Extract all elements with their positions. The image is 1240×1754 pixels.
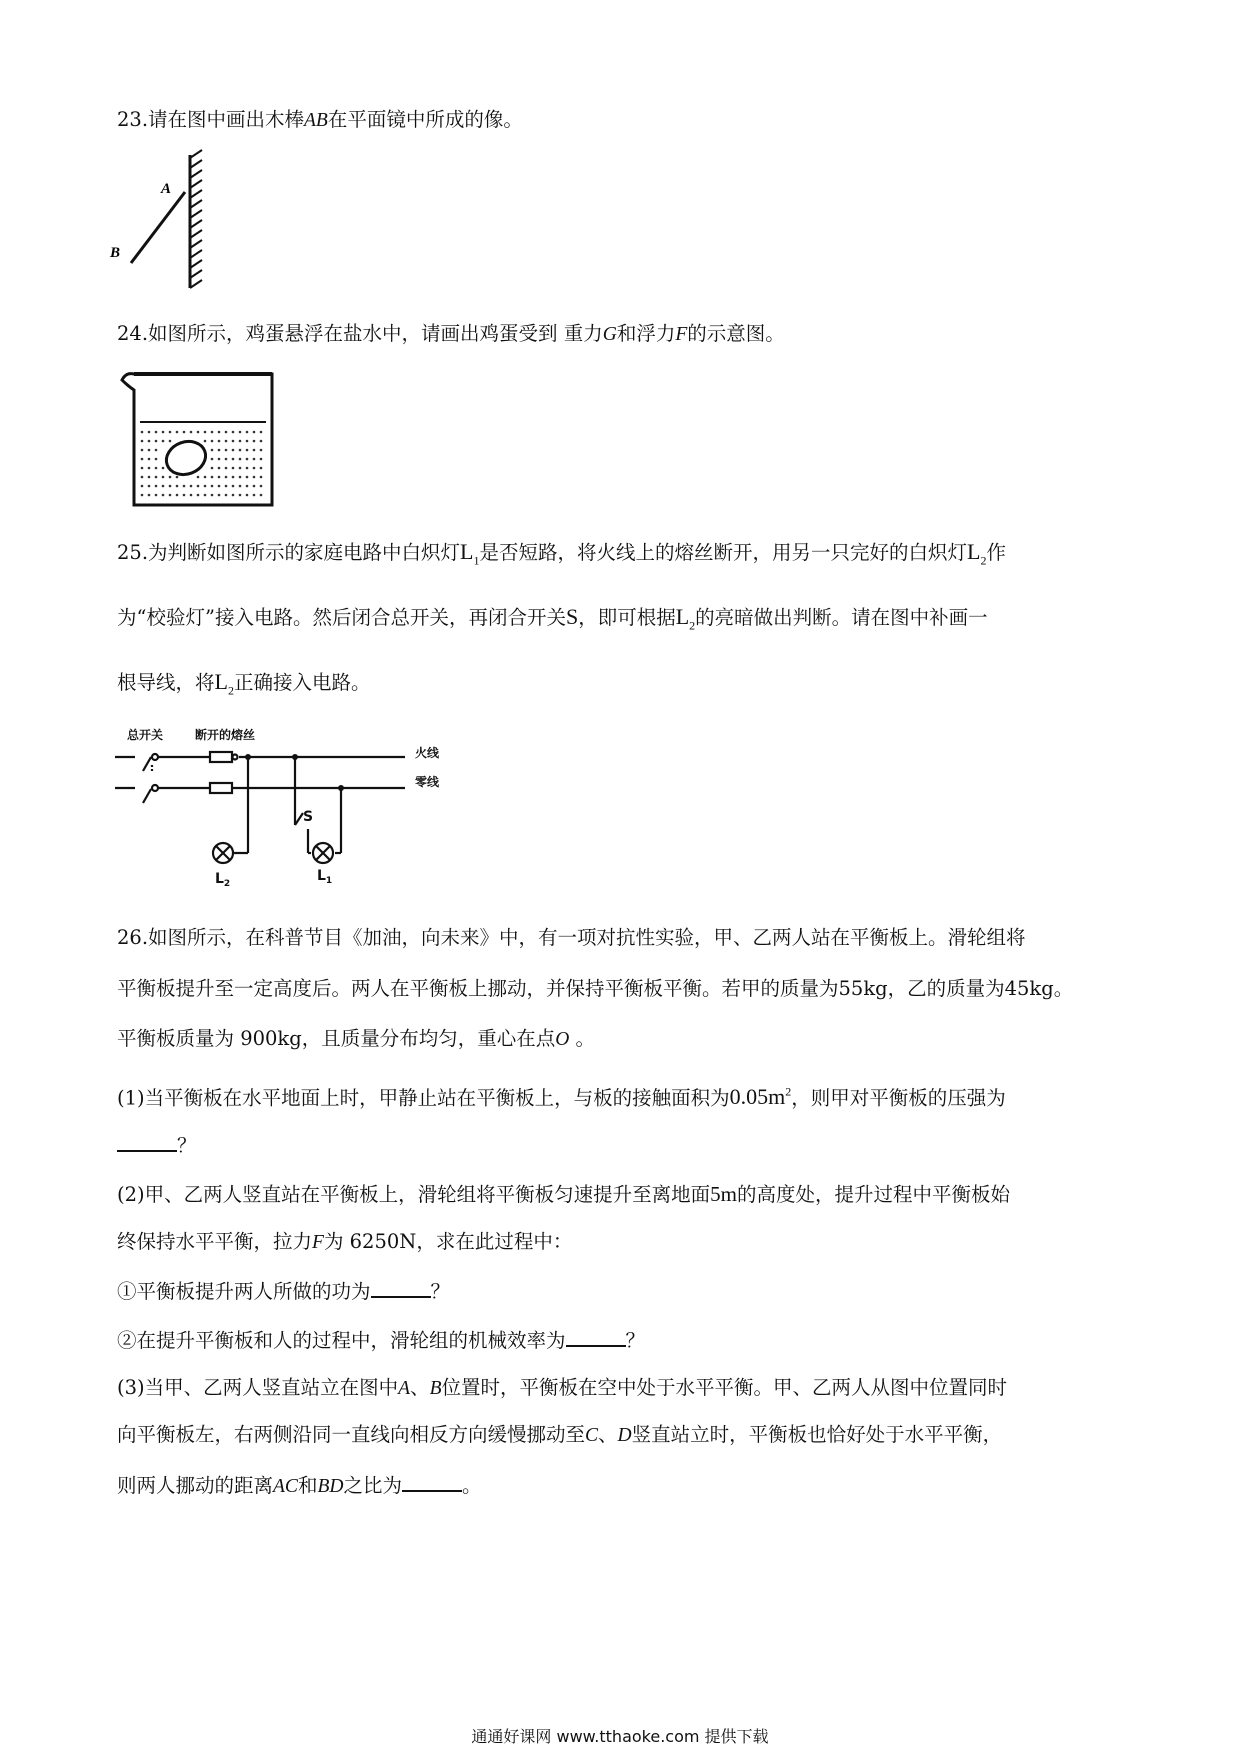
q24-g: G [602,324,617,345]
pos-a: A [398,1378,411,1399]
main-switch-label: 总开关 [127,728,164,742]
q26-s1-answer [117,1130,197,1160]
egg [162,436,211,480]
q26-s2-1-text: ①平衡板提升两人所做的功为 [117,1280,371,1303]
q26-p3 [117,1025,595,1054]
dist-ac: AC [273,1476,298,1497]
force-f: F [312,1232,324,1253]
lamp-l1: $L_1$ [460,539,480,568]
q26-s2-2-text: ②在提升平衡板和人的过程中，滑轮组的机械效率为 [117,1329,566,1352]
answer-blank-1[interactable] [117,1130,177,1152]
lamp-l2-icon [213,843,233,863]
q26-s3g: 则两人挪动的距离 [117,1474,274,1497]
answer-blank-3[interactable] [566,1325,626,1347]
q25-l3b: 正确接入电路。 [233,671,371,694]
wooden-stick [131,192,185,263]
q25-circuit-figure [115,725,475,889]
label-b: B [110,245,121,261]
q26-s2 [117,1180,1010,1209]
q26-s3h: 和 [297,1474,318,1497]
l2-label: $L_2$ [215,871,231,889]
q24-text [117,320,785,349]
q26-s3e: 、 [598,1423,618,1446]
q24-mid: 和浮力 [616,322,676,345]
q26-s3c: 位置时，平衡板在空中处于水平平衡。甲、乙两人从图中位置同时 [441,1376,1007,1399]
q-mark: ？ [177,1134,197,1157]
q25-l2c: ，即可根据 [578,606,676,629]
neutral-wire-label: 零线 [415,775,440,789]
q25-l1b: 是否短路，将火线上的熔丝断开，用另一只完好的白炽灯 [479,541,967,564]
q25-line2 [117,603,988,639]
point-o: O [555,1029,570,1050]
q26-p3a: 平衡板质量为 900kg，且质量分布均匀，重心在点 [117,1027,556,1050]
q26-s3b: 、 [410,1376,430,1399]
q26-s3d: 向平衡板左，右两侧沿同一直线向相反方向缓慢挪动至 [117,1423,586,1446]
q26-s3f: 竖直站立时，平衡板也恰好处于水平平衡， [631,1423,1003,1446]
switch-s: S [565,604,579,629]
q26-s1a: (1)当平衡板在水平地面上时，甲静止站在平衡板上，与板的接触面积为 [117,1086,730,1110]
q23-text-a: 23.请在图中画出木棒 [117,108,305,131]
q26-s2b: 的高度处，提升过程中平衡板始 [736,1183,1010,1206]
q26-p3b: 。 [569,1027,596,1050]
q26-s3 [117,1374,1007,1403]
answer-blank-4[interactable] [402,1470,462,1492]
answer-blank-2[interactable] [371,1276,431,1298]
q26-s2-2 [117,1325,645,1355]
q24-end: 的示意图。 [687,322,785,345]
q26-s2c: 终保持水平平衡，拉力 [117,1230,313,1253]
q26-s3i: 之比为 [343,1474,402,1497]
q25-l1c: 作 [986,541,1006,564]
q23-var: AB [304,110,328,131]
lamp-l2: $L_2$ [966,539,987,568]
q26-s2-cont [117,1228,572,1257]
q26-s1 [117,1078,1006,1112]
q26-s2d: 为 6250N，求在此过程中： [323,1230,573,1253]
q26-p2: 平衡板提升至一定高度后。两人在平衡板上挪动，并保持平衡板平衡。若甲的质量为55kg，乙的质量为45kg。 [117,977,1074,1000]
page-footer: 通通好课网 www.tthaoke.com 提供下载 [471,1727,769,1746]
label-a: A [161,181,172,197]
dist-bd: BD [317,1476,344,1497]
q25-l3a: 根导线，将 [117,671,215,694]
height-5m: 5m [710,1182,737,1206]
q26-s3a: (3)当甲、乙两人竖直站立在图中 [117,1376,399,1399]
q25-line3 [117,668,370,704]
q23-text-b: 在平面镜中所成的像。 [327,108,523,131]
q24-text-a: 24.如图所示，鸡蛋悬浮在盐水中，请画出鸡蛋受到 重力 [117,322,603,345]
q26-s3-end [117,1470,481,1501]
q-mark: ？ [430,1280,451,1303]
lamp-l2-ref: $L_2$ [675,604,696,633]
q24-beaker-figure [120,370,280,510]
q25-l2a: 为“校验灯”接入电路。然后闭合总开关，再闭合开关 [117,606,566,629]
contact-area: $0.05m^2$ [729,1084,792,1110]
l1-label: $L_1$ [317,868,333,886]
live-wire-label: 火线 [415,746,440,760]
q26-s1b: ，则甲对平衡板的压强为 [791,1086,1006,1110]
q26-s2-1 [117,1276,450,1306]
q25-l2d: 的亮暗做出判断。请在图中补画一 [695,606,988,629]
switch-s-label: S [303,809,314,825]
q26-p1: 26.如图所示，在科普节目《加油，向未来》中，有一项对抗性实验，甲、乙两人站在平衡板上。滑轮组将 [117,926,1026,949]
broken-fuse-label: 断开的熔丝 [195,728,256,742]
pos-c: C [585,1425,599,1446]
q23-mirror-figure [110,150,210,290]
q26-s3end: 。 [461,1474,482,1497]
pos-b: B [429,1378,442,1399]
q24-f: F [675,324,688,345]
q-mark: ？ [625,1329,646,1352]
lamp-l1-icon [313,843,333,863]
q25-line1 [117,538,1006,574]
q25-l1a: 25.为判断如图所示的家庭电路中白炽灯 [117,541,461,564]
pos-d: D [617,1425,632,1446]
q26-s2a: (2)甲、乙两人竖直站在平衡板上，滑轮组将平衡板匀速提升至离地面 [117,1183,711,1206]
q26-s3-cont [117,1421,1002,1450]
q23-text [117,106,523,135]
lamp-l2-ref2: $L_2$ [214,669,234,698]
